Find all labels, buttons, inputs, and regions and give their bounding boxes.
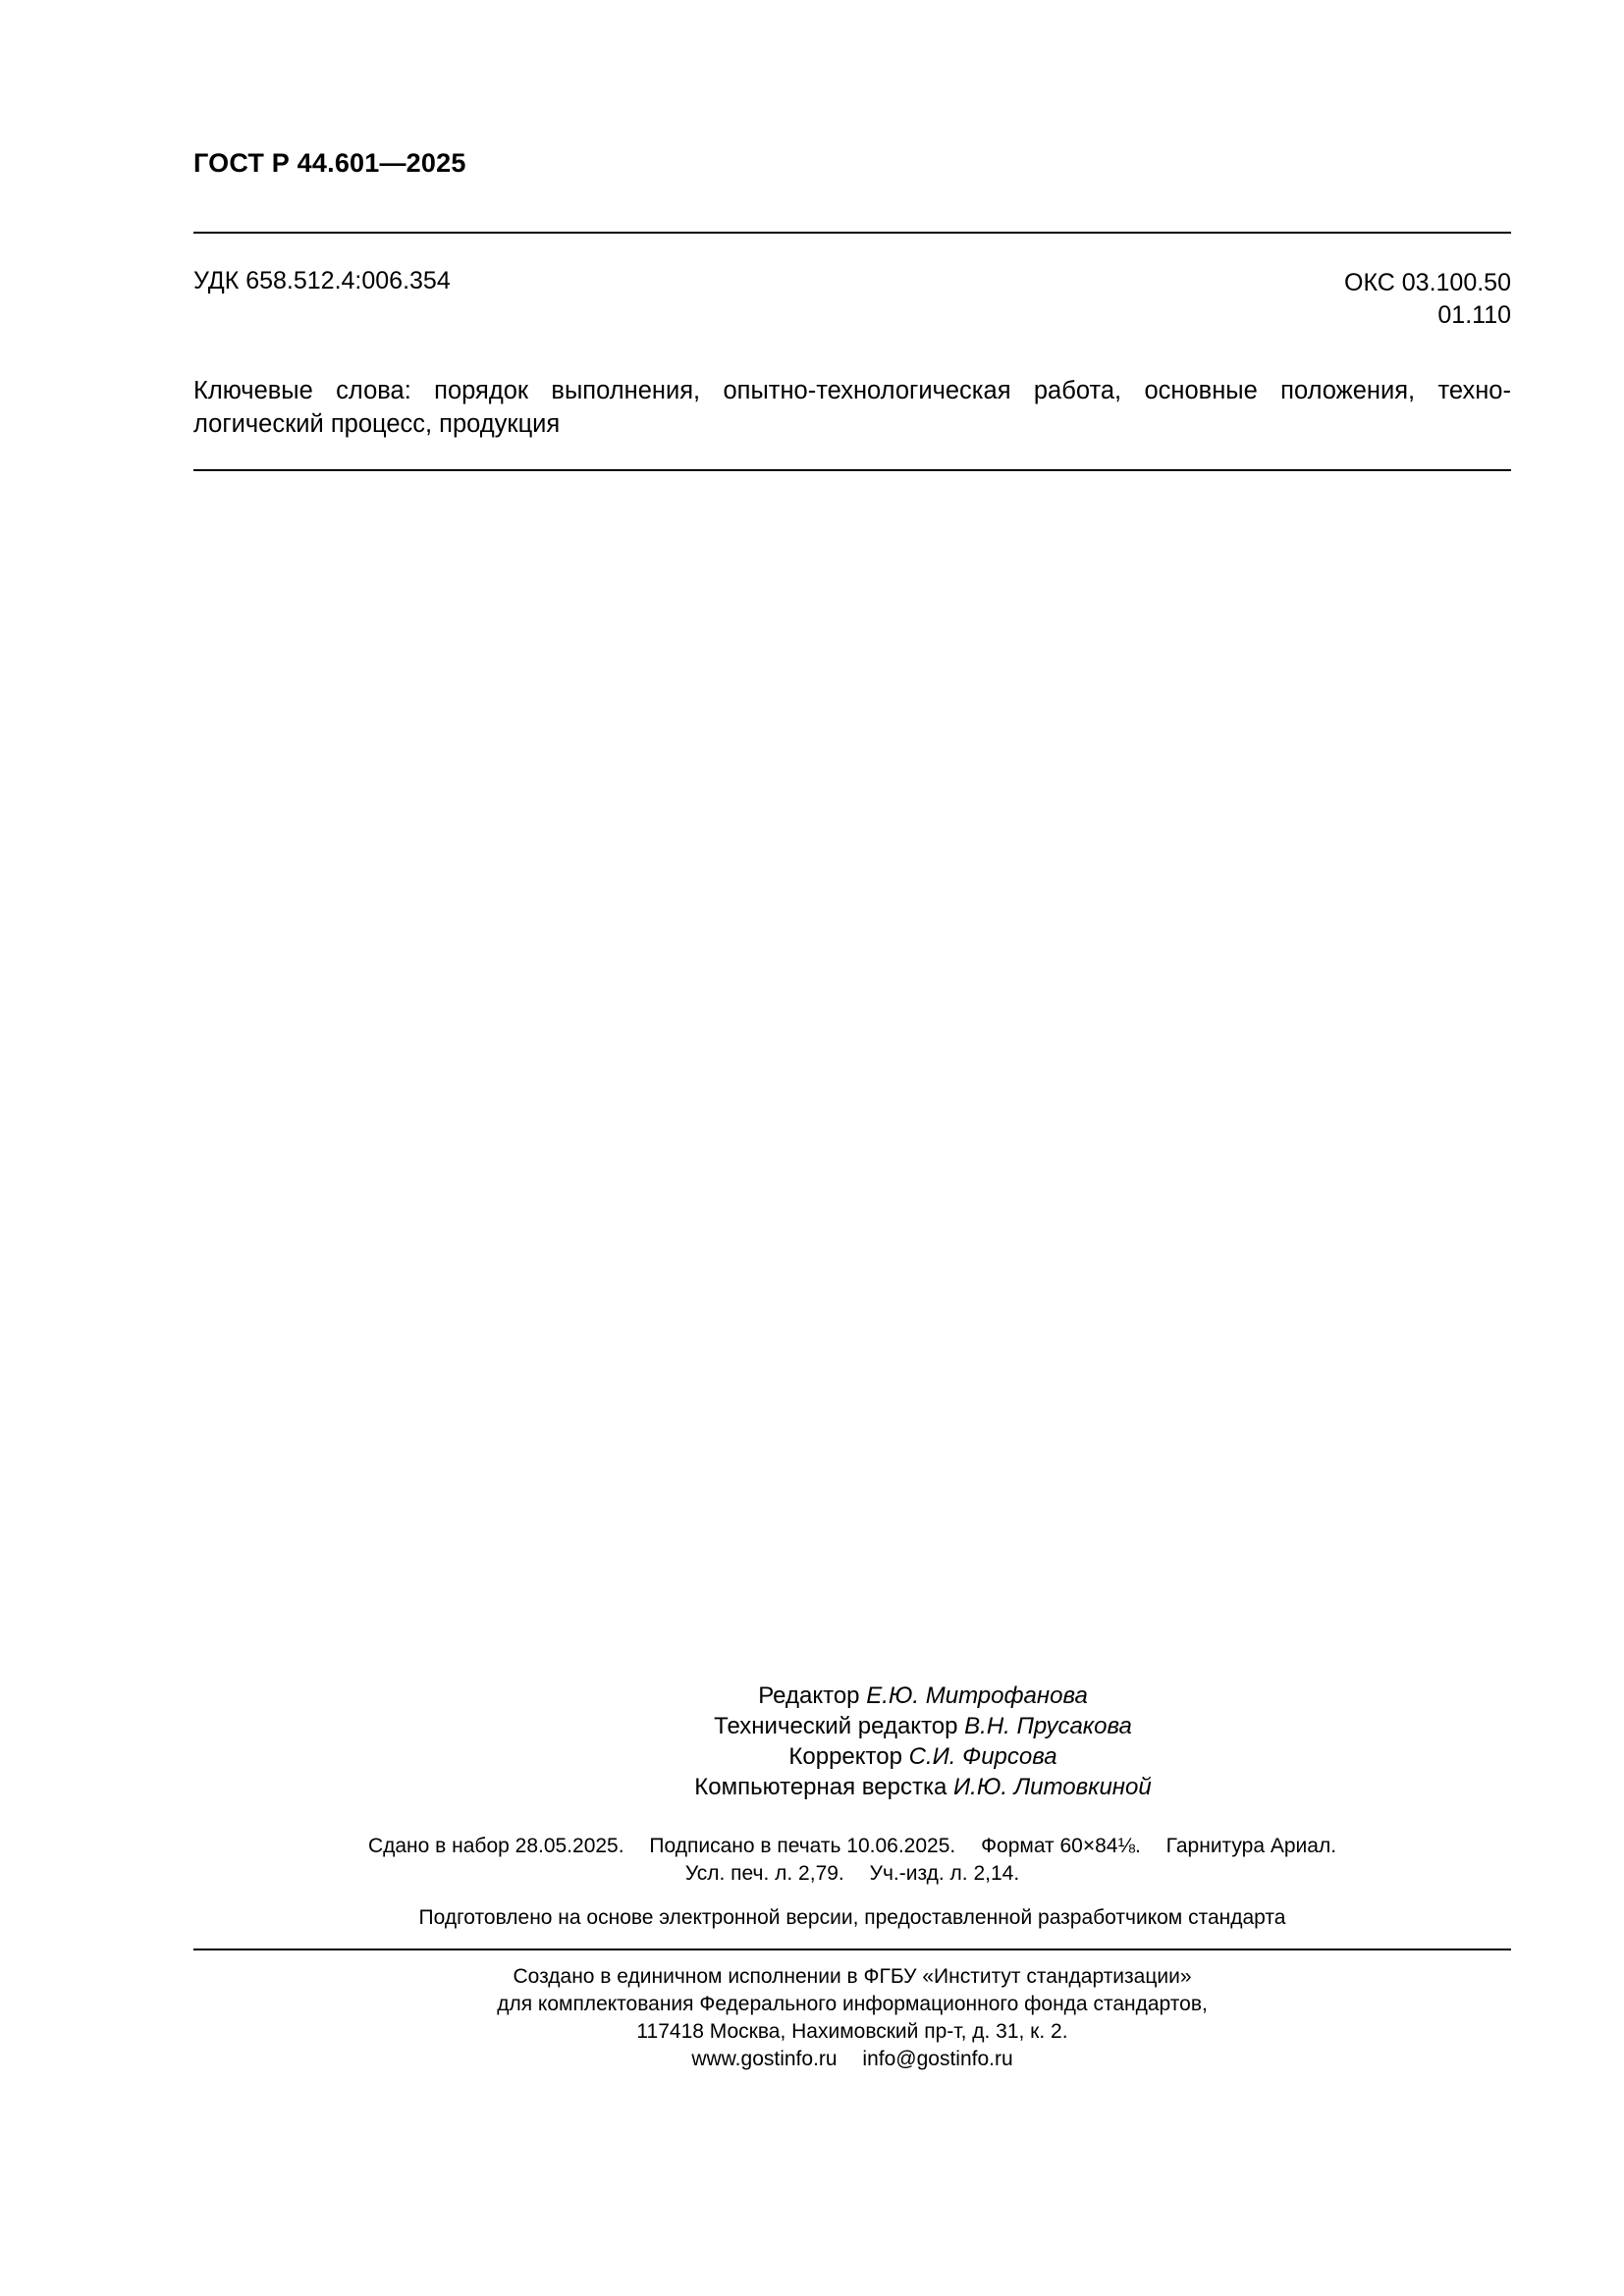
- oks-code-primary: ОКС 03.100.50: [1344, 269, 1511, 296]
- oks-codes: [1344, 267, 1511, 332]
- credit-tech-editor-name: В.Н. Прусакова: [964, 1713, 1132, 1739]
- footer-divider: [193, 1949, 1511, 1950]
- credit-editor-label: Редактор: [758, 1682, 860, 1709]
- footer-website-link[interactable]: www.gostinfo.ru: [691, 2048, 838, 2070]
- credit-editor: [550, 1681, 1296, 1711]
- publisher-footer: [193, 1963, 1511, 2073]
- print-submitted: Сдано в набор 28.05.2025.: [367, 1835, 624, 1857]
- top-divider: [193, 232, 1511, 234]
- udk-code: УДК 658.512.4:006.354: [193, 267, 451, 294]
- credit-editor-name: Е.Ю. Митрофанова: [866, 1682, 1088, 1709]
- footer-line-1: Создано в единичном исполнении в ФГБУ «Институт стандартизации»: [513, 1965, 1192, 1988]
- print-sheets: Усл. печ. л. 2,79.: [684, 1862, 844, 1885]
- credit-tech-editor-label: Технический редактор: [714, 1713, 958, 1739]
- document-code: ГОСТ Р 44.601—2025: [193, 148, 466, 178]
- oks-code-secondary: 01.110: [1437, 301, 1511, 329]
- print-info-row-2: [193, 1860, 1511, 1888]
- credit-layout: [550, 1772, 1296, 1802]
- print-typeface: Гарнитура Ариал.: [1165, 1835, 1337, 1857]
- footer-address: 117418 Москва, Нахимовский пр-т, д. 31, к. 2.: [636, 2020, 1068, 2043]
- credits-block: [550, 1681, 1296, 1802]
- print-pub-sheets: Уч.-изд. л. 2,14.: [869, 1862, 1020, 1885]
- keywords-line-2: логический процесс, продукция: [193, 410, 561, 438]
- credit-proofreader: [550, 1741, 1296, 1772]
- prepared-note: Подготовлено на основе электронной версии, предоставленной разработчиком стандарта: [418, 1906, 1286, 1929]
- footer-contacts: [193, 2046, 1511, 2073]
- print-info-row-1: [193, 1833, 1511, 1860]
- footer-line-2: для комплектования Федерального информационного фонда стандартов,: [497, 1993, 1208, 2015]
- credit-proofreader-label: Корректор: [788, 1743, 902, 1770]
- print-format: Формат 60×84⅛.: [981, 1835, 1141, 1857]
- keywords-paragraph: [193, 374, 1511, 441]
- credit-layout-label: Компьютерная верстка: [694, 1774, 947, 1800]
- keywords-divider: [193, 469, 1511, 471]
- print-signed: Подписано в печать 10.06.2025.: [649, 1835, 956, 1857]
- footer-email-link[interactable]: info@gostinfo.ru: [862, 2048, 1013, 2070]
- credit-tech-editor: [550, 1711, 1296, 1741]
- credit-proofreader-name: С.И. Фирсова: [908, 1743, 1057, 1770]
- credit-layout-name: И.Ю. Литовкиной: [953, 1774, 1152, 1800]
- keywords-line-1: Ключевые слова: порядок выполнения, опытно-технологическая работа, основные положения, техно-: [193, 377, 1511, 404]
- print-info: [193, 1833, 1511, 1888]
